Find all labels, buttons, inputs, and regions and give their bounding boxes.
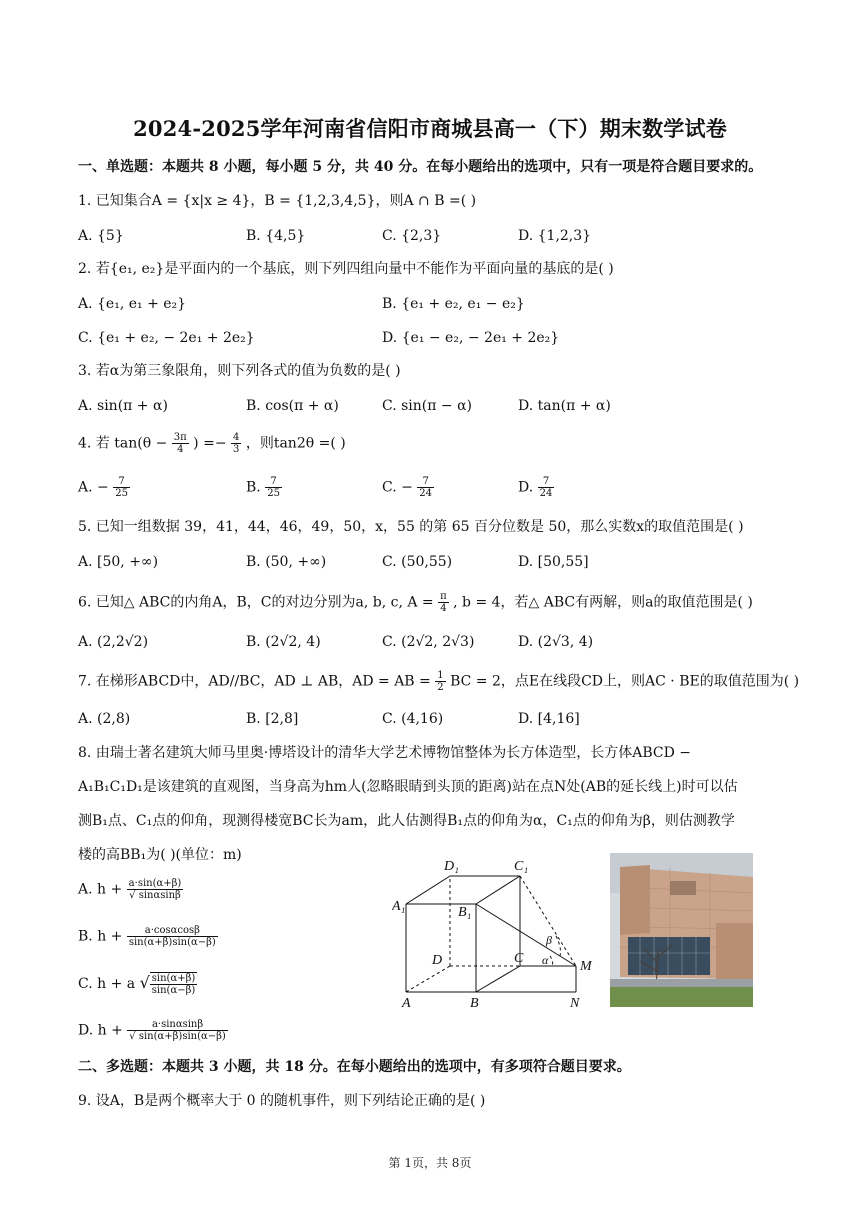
cuboid-figure [392,852,602,1012]
question-7-option-a: A. (2,8) [78,711,131,727]
fraction-denominator: sin(α−β) [151,985,196,996]
option-fraction [127,925,218,948]
sqrt-sign: √ [139,973,150,992]
question-6-fraction [438,591,449,614]
label-a: A [402,996,411,1011]
question-4-option-d [518,476,554,499]
building-sign [670,881,696,895]
question-9-stem: 9. 设A，B是两个概率大于 0 的随机事件，则下列结论正确的是( ) [78,1093,486,1109]
question-6-option-b: B. (2√2, 4) [246,634,321,650]
edge-a1d1 [406,876,450,904]
question-1-stem: 1. 已知集合A = {x|x ≥ 4}，B = {1,2,3,4,5}，则A ∩ B =( ) [78,193,477,209]
label-c1: C₁ [514,859,529,874]
question-2-option-c: C. {e₁ + e₂, − 2e₁ + 2e₂} [78,330,255,346]
fraction-numerator: π [440,591,447,602]
question-2-option-d: D. {e₁ − e₂, − 2e₁ + 2e₂} [382,330,560,346]
fraction-denominator: 4 [440,603,447,614]
question-2-option-a: A. {e₁, e₁ + e₂} [78,296,187,312]
question-6-stem-part-a: 6. 已知△ ABC的内角A，B，C的对边分别为a, b, c, A = [78,594,434,611]
question-3-stem: 3. 若α为第三象限角，则下列各式的值为负数的是( ) [78,363,401,379]
fraction-denominator: 4 [177,444,184,455]
fraction-denominator: 3 [233,444,240,455]
question-5-option-b: B. (50, +∞) [246,554,327,570]
option-label: D. [518,479,534,496]
question-7-option-d: D. [4,16] [518,711,580,727]
label-d: D [432,953,443,968]
fraction-numerator: 7 [113,476,130,488]
section-2-heading: 二、多选题：本题共 3 小题，共 18 分。在每小题给出的选项中，有多项符合题目要求。 [78,1059,631,1075]
edge-bc [476,966,520,992]
question-8-line-2: A₁B₁C₁D₁是该建筑的直观图，当身高为hm人(忽略眼睛到头顶的距离)站在点N处(AB的延长线上)时可以估 [78,779,738,795]
option-label: C. − [382,479,413,496]
label-d1: D₁ [444,859,459,874]
page-footer: 第 1页，共 8页 [388,1156,472,1170]
question-8-line-3: 测B₁点、C₁点的仰角，现测得楼宽BC长为am，此人估测得B₁点的仰角为α，C₁点的仰角为β，则估测教学 [78,813,735,829]
option-fraction [127,878,184,901]
question-7-stem-part-a: 7. 在梯形ABCD中，AD//BC，AD ⊥ AB，AD = AB = [78,673,431,690]
option-fraction [538,476,555,499]
question-7-fraction [435,670,445,693]
question-7-stem [78,670,799,693]
option-label: B. h + [78,928,123,945]
question-5-stem: 5. 已知一组数据 39，41，44，46，49，50，x，55 的第 65 百分位数是 50，那么实数x的取值范围是( ) [78,519,744,535]
question-8-line-1: 8. 由瑞士著名建筑大师马里奥·博塔设计的清华大学艺术博物馆整体为长方体造型，长方体ABCD − [78,745,692,761]
question-7-option-c: C. (4,16) [382,711,444,727]
question-8-option-c [78,972,197,996]
question-8-line-4: 楼的高BB₁为( )(单位：m) [78,847,242,863]
museum-photo-drawing [610,853,753,1007]
label-a1: A₁ [392,899,406,914]
fraction-numerator: a·sin(α+β) [128,878,182,889]
question-1-option-b: B. {4,5} [246,228,306,244]
question-4-stem-part-b: ) =− [193,435,227,452]
pavement [610,979,753,987]
question-4-stem [78,432,346,455]
sight-line-b1 [476,904,576,966]
fraction-numerator: 3π [173,432,187,443]
label-beta: β [546,933,552,947]
question-6-option-c: C. (2√2, 2√3) [382,634,475,650]
label-c: C [514,951,524,966]
fraction-numerator: 7 [417,476,434,488]
question-8-option-b [78,925,218,948]
question-7-stem-part-b: BC = 2，点E在线段CD上，则AC · BE的取值范围为( ) [450,673,800,690]
question-6-option-a: A. (2,2√2) [78,634,149,650]
option-label: C. h + a [78,976,136,992]
fraction-denominator: √ sinαsinβ [129,890,181,901]
option-fraction [127,1019,228,1042]
question-4-stem-part-c: ，则tan2θ =( ) [245,435,346,452]
question-3-option-d: D. tan(π + α) [518,398,611,414]
exam-title: 2024-2025学年河南省信阳市商城县高一（下）期末数学试卷 [133,116,727,141]
option-fraction [113,476,130,499]
question-2-stem: 2. 若{e₁, e₂}是平面内的一个基底，则下列四组向量中不能作为平面向量的基底的是( ) [78,261,614,277]
question-5-option-c: C. (50,55) [382,554,453,570]
angle-alpha-arc [550,956,553,966]
fraction-denominator: sin(α+β)sin(α−β) [128,937,216,948]
question-4-fraction-2 [231,432,241,455]
option-label: A. − [78,479,109,496]
option-fraction [265,476,282,499]
fraction-denominator: 25 [267,488,280,499]
option-fraction [150,972,198,996]
option-fraction [417,476,434,499]
label-n: N [570,996,580,1011]
edge-b1c1 [476,876,520,904]
question-1-option-c: C. {2,3} [382,228,442,244]
lawn [610,987,753,1007]
fraction-numerator: 7 [538,476,555,488]
fraction-denominator: √ sin(α+β)sin(α−β) [129,1031,226,1042]
fraction-denominator: 24 [419,488,433,499]
question-1-option-d: D. {1,2,3} [518,228,592,244]
fraction-denominator: 24 [539,488,553,499]
fraction-denominator: 25 [115,488,128,499]
question-6-stem [78,591,753,614]
question-4-option-b [246,476,282,499]
question-8-option-a [78,878,183,901]
option-label: B. [246,479,261,496]
label-alpha: α [542,953,549,967]
museum-photo [610,853,753,1007]
question-4-option-a [78,476,130,499]
option-label: A. h + [78,881,123,898]
label-b: B [470,996,479,1011]
fraction-numerator: 1 [437,670,444,681]
question-3-option-b: B. cos(π + α) [246,398,339,414]
question-6-option-d: D. (2√3, 4) [518,634,594,650]
building-side [620,865,650,935]
question-3-option-c: C. sin(π − α) [382,398,473,414]
question-5-option-a: A. [50, +∞) [78,554,159,570]
section-1-heading: 一、单选题：本题共 8 小题，每小题 5 分，共 40 分。在每小题给出的选项中，只有一项是符合题目要求的。 [78,159,763,175]
angle-beta-arc [556,936,561,956]
question-1-option-a: A. {5} [78,228,124,244]
fraction-numerator: 7 [265,476,282,488]
label-b1: B₁ [458,905,472,920]
question-3-option-a: A. sin(π + α) [78,398,168,414]
fraction-numerator: a·cosαcosβ [127,925,218,937]
fraction-denominator: 2 [437,682,444,693]
question-8-option-d [78,1019,228,1042]
question-4-stem-part-a: 4. 若 tan(θ − [78,435,168,452]
fraction-numerator: sin(α+β) [151,973,196,984]
question-5-option-d: D. [50,55] [518,554,589,570]
question-2-option-b: B. {e₁ + e₂, e₁ − e₂} [382,296,525,312]
fraction-numerator: a·sinαsinβ [127,1019,228,1031]
question-4-fraction-1 [172,432,189,455]
option-label: D. h + [78,1022,123,1039]
question-7-option-b: B. [2,8] [246,711,299,727]
building-wing [716,923,753,979]
label-m: M [580,959,592,974]
question-4-option-c [382,476,434,499]
question-6-stem-part-b: , b = 4，若△ ABC有两解，则a的取值范围是( ) [453,594,753,611]
edge-ad [406,966,450,992]
fraction-numerator: 4 [233,432,240,443]
